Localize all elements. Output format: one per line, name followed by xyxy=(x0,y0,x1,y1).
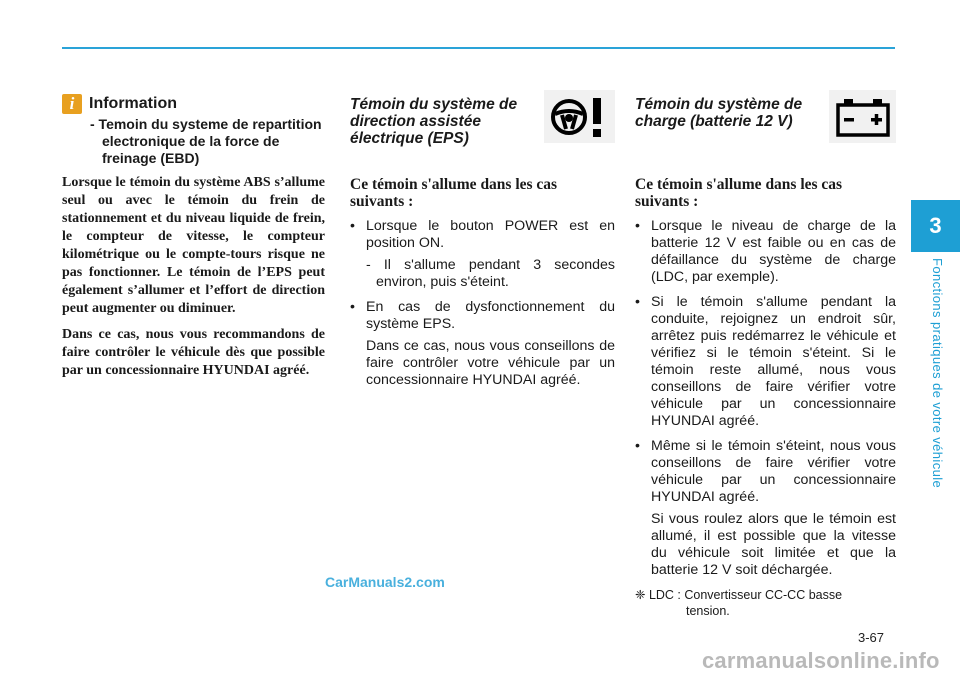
charge-header xyxy=(635,90,896,152)
eps-header xyxy=(350,90,615,152)
list-item-para: Si vous roulez alors que le témoin est allumé, il est possible que la vitesse du véhicule soit limitée et que la batterie 12 V soit déchargée. xyxy=(651,511,896,578)
eps-column xyxy=(350,90,615,397)
info-column xyxy=(62,90,325,388)
charge-title: Témoin du système de charge (batterie 12 V) xyxy=(635,96,803,130)
info-icon: i xyxy=(62,94,82,114)
footnote xyxy=(635,587,896,619)
chapter-label: Fonctions pratiques de votre véhicule xyxy=(930,258,945,489)
list-item xyxy=(635,438,896,579)
info-header xyxy=(62,94,325,114)
info-paragraph-2: Dans ce cas, nous vous recommandons de faire contrôler le véhicule dès que possible par un concessionnaire HYUNDAI agréé. xyxy=(62,327,325,378)
list-item xyxy=(635,294,896,430)
list-item-text: Lorsque le niveau de charge de la batterie 12 V est faible ou en cas de défaillance du système de charge (LDC, par exemple). xyxy=(651,218,896,285)
info-paragraph-1: Lorsque le témoin du système ABS s’allume seul ou avec le témoin du frein de stationnement et du niveau liquide de frein, le compteur de vitesse, le compteur kilométrique ou le compte-tours risque ne pas fonctionner. Le témoin de l’EPS peut également s’allumer et l’effort de direction peut augmenter ou diminuer. xyxy=(62,175,325,316)
page-number: 3-67 xyxy=(858,630,885,645)
list-item-text: En cas de dysfonctionnement du système EPS. xyxy=(366,299,615,332)
steering-warning-icon xyxy=(544,90,615,143)
battery-icon xyxy=(829,90,896,143)
eps-list xyxy=(350,218,615,389)
list-item-text: Si le témoin s'allume pendant la conduite, rejoignez un endroit sûr, arrêtez puis redémarrez le véhicule et vérifiez si le témoin s'éteint. Si le témoin reste allumé, nous vous conseillons de faire vérifier votre véhicule par un concessionnaire HYUNDAI agréé. xyxy=(651,294,896,429)
charge-lead: Ce témoin s'allume dans les cas suivants : xyxy=(635,176,843,210)
eps-title: Témoin du système de direction assistée électrique (EPS) xyxy=(350,96,518,147)
header-rule xyxy=(62,47,895,49)
list-item xyxy=(635,218,896,286)
chapter-tab: 3 xyxy=(911,200,960,252)
list-item xyxy=(350,299,615,389)
list-item-sub: - Il s'allume pendant 3 secondes environ, puis s'éteint. xyxy=(366,257,615,290)
charge-list xyxy=(635,218,896,579)
info-title: Information xyxy=(89,95,177,112)
list-item xyxy=(350,218,615,291)
list-item-para: Dans ce cas, nous vous conseillons de faire contrôler votre véhicule par un concessionnaire HYUNDAI agréé. xyxy=(366,338,615,388)
list-item-text: Même si le témoin s'éteint, nous vous conseillons de faire vérifier votre véhicule par un concessionnaire HYUNDAI agréé. xyxy=(651,438,896,505)
list-item-text: Lorsque le bouton POWER est en position ON. xyxy=(366,218,615,251)
footnote-line-1: ❈ LDC : Convertisseur CC-CC basse xyxy=(635,588,843,602)
charge-column xyxy=(635,90,896,619)
footnote-line-2: tension. xyxy=(686,604,730,618)
eps-lead: Ce témoin s'allume dans les cas suivants : xyxy=(350,176,558,210)
watermark-site: carmanualsonline.info xyxy=(702,648,940,673)
info-subtitle: - Temoin du systeme de repartition electronique de la force de freinage (EBD) xyxy=(90,116,322,166)
watermark-carmanuals: CarManuals2.com xyxy=(325,574,445,590)
